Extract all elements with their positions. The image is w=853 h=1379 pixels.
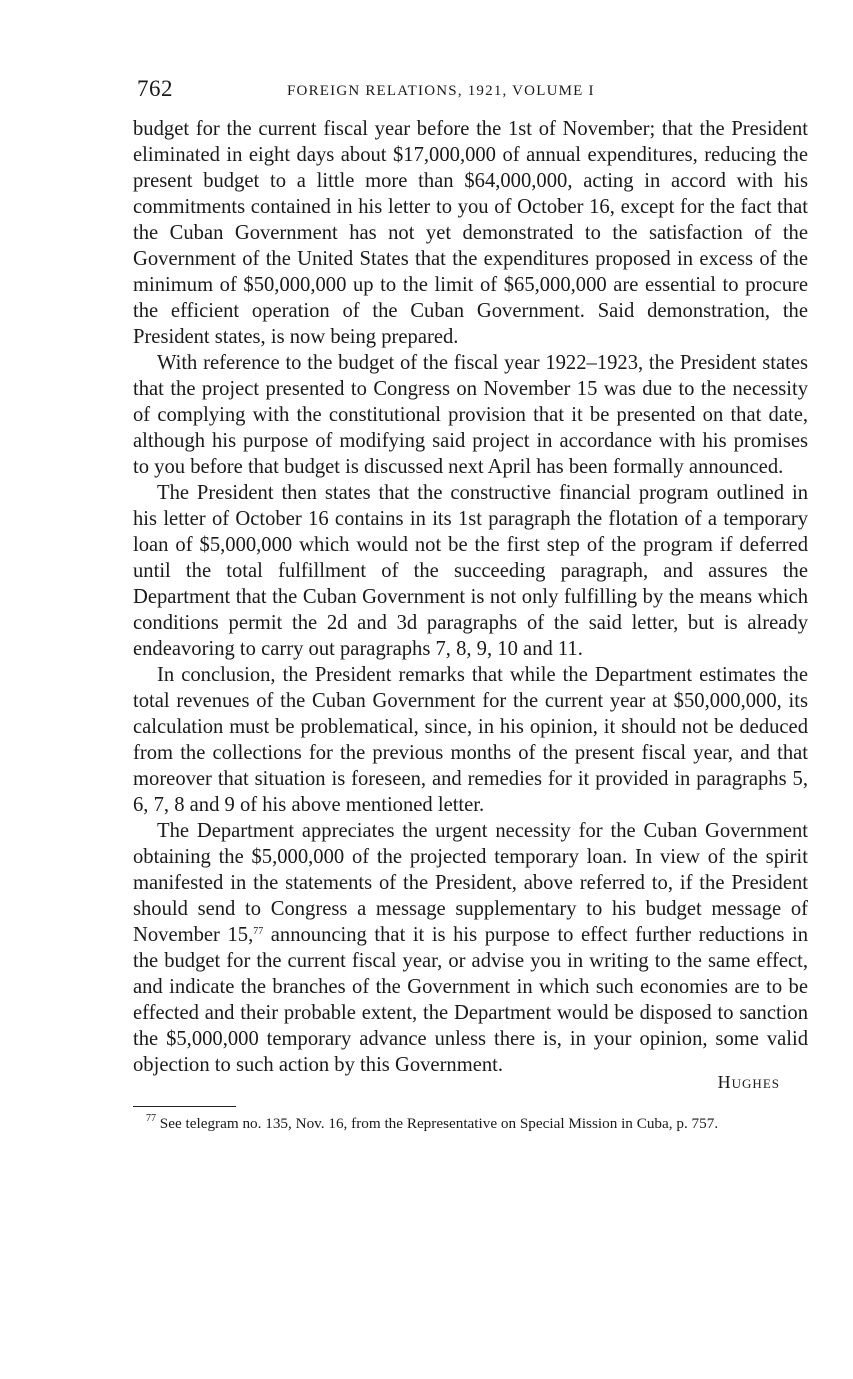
final-paragraph-text-continued: announcing that it is his purpose to effect further reductions in the budget for the current fiscal year, or advise you in writing to the same effect, and indicate the branches of the Government in which such economies are to be effected and their probable extent, the Department would be disposed to sanction the $5,000,000 temporary advance unless there is, in your opinion, some valid objection to such action by this Government. bbox=[133, 924, 809, 1076]
running-head: FOREIGN RELATIONS, 1921, VOLUME I bbox=[287, 83, 595, 99]
page-number: 762 bbox=[137, 76, 173, 101]
footnote-reference: 77 bbox=[253, 926, 264, 937]
footnote-text: See telegram no. 135, Nov. 16, from the Representative on Special Mission in Cuba, p. 757. bbox=[156, 1115, 719, 1132]
signature-line bbox=[133, 1072, 808, 1104]
document-page bbox=[133, 76, 808, 1132]
paragraph-financial-program: The President then states that the constructive financial program outlined in his letter of October 16 contains in its 1st paragraph the flotation of a temporary loan of $5,000,000 which would not be the first step of the program if deferred until the total fulfillment of the succeeding paragraph, and assures the Department that the Cuban Government is not only fulfilling by the means which conditions permit the 2d and 3d paragraphs of the said letter, but is already endeavoring to carry out paragraphs 7, 8, 9, 10 and 11. bbox=[133, 482, 808, 660]
final-paragraph-text: The Department appreciates the urgent necessity for the Cuban Government obtaining the $5,000,000 of the projected temporary loan. In view of the spirit manifested in the statements of the President, above referred to, if the President should send to Congress a message supplementary to his budget message of November 15, bbox=[133, 820, 808, 946]
paragraph-conclusion: In conclusion, the President remarks that while the Department estimates the total revenues of the Cuban Government for the current year at $50,000,000, its calculation must be problematical, since, in his opinion, it should not be deduced from the collections for the previous months of the present fiscal year, and that moreover that situation is foreseen, and remedies for it provided in paragraphs 5, 6, 7, 8 and 9 of his above mentioned letter. bbox=[133, 664, 808, 816]
paragraph-continuation: budget for the current fiscal year before the 1st of November; that the President eliminated in eight days about $17,000,000 of annual expenditures, reducing the present budget to a little more than $64,000,000, acting in accord with his commitments contained in his letter to you of October 16, except for the fact that the Cuban Government has not yet demonstrated to the satisfaction of the Government of the United States that the expenditures proposed in excess of the minimum of $50,000,000 up to the limit of $65,000,000 are essential to procure the efficient operation of the Cuban Government. Said demonstration, the President states, is now being prepared. bbox=[133, 118, 808, 348]
body-text bbox=[133, 116, 808, 1104]
footnote-marker: 77 bbox=[146, 1113, 156, 1124]
paragraph-department-position bbox=[133, 818, 808, 1078]
paragraph-budget-1922: With reference to the budget of the fiscal year 1922–1923, the President states that the project presented to Congress on November 15 was due to the necessity of complying with the constitutional provision that it be presented on that date, although his purpose of modifying said project in accordance with his promises to you before that budget is discussed next April has been formally announced. bbox=[133, 352, 808, 478]
footnote-divider bbox=[133, 1106, 236, 1107]
footnote bbox=[133, 1115, 808, 1132]
page-header bbox=[133, 76, 808, 110]
signature: Hughes bbox=[717, 1072, 780, 1092]
